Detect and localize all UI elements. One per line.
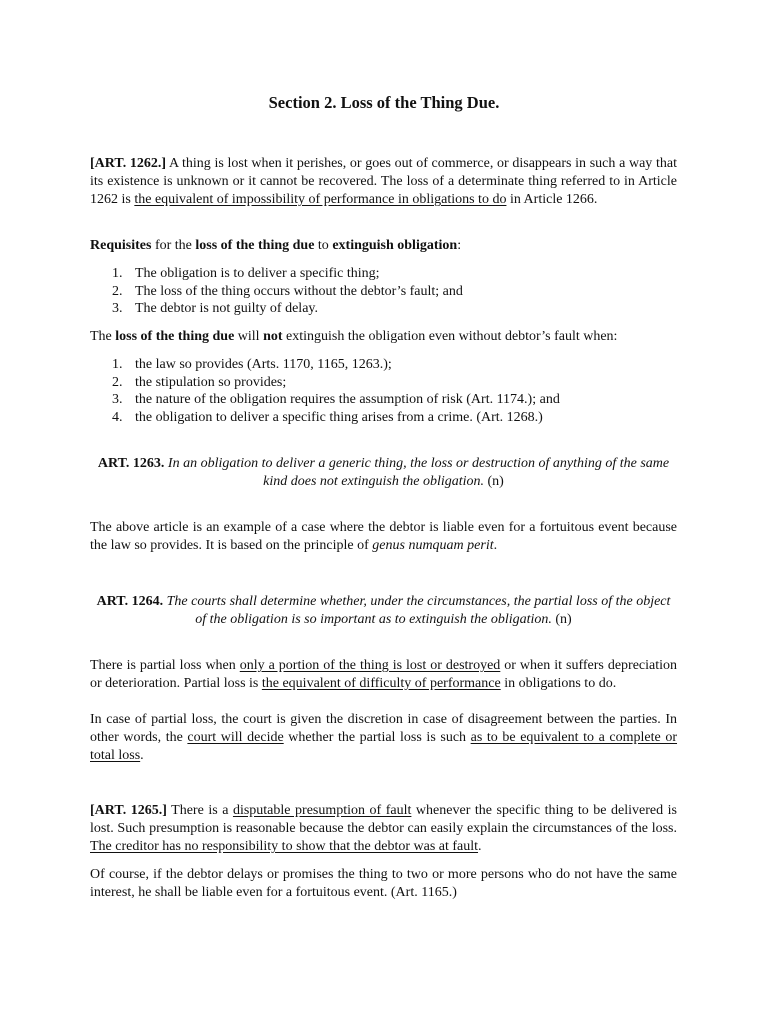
requisites-list (112, 265, 672, 318)
art-1263-label: ART. 1263. (97, 456, 165, 471)
list-number: 1. (112, 357, 123, 372)
art-1262-underline: the equivalent of impossibility of performance in obligations to do (134, 192, 507, 207)
delay-paragraph: Of course, if the debtor delays or promises the thing to two or more persons who do not have the same interest, he shall be liable even for a fortuitous event. (Art. 1165.) (90, 867, 677, 900)
list-item (112, 283, 672, 301)
art-1262-text-end: in Article 1266. (506, 192, 598, 207)
list-text: the law so provides (Arts. 1170, 1165, 1263.); (135, 357, 392, 372)
list-text: the obligation to deliver a specific thing arises from a crime. (Art. 1268.) (135, 409, 543, 425)
art-1262-label: [ART. 1262.] (90, 156, 167, 171)
ne-text-1: The (90, 329, 116, 344)
list-item (112, 300, 672, 318)
list-number: 3. (112, 392, 123, 407)
art-1265-label: [ART. 1265.] (90, 803, 167, 818)
ne-text-2: will (234, 329, 264, 344)
list-number: 1. (112, 266, 123, 281)
art-1263-explanation (90, 519, 677, 555)
list-item (112, 265, 672, 283)
section-title: Section 2. Loss of the Thing Due. (268, 93, 500, 112)
list-text: The obligation is to deliver a specific thing; (135, 266, 380, 281)
disc-underline-1: court will decide (187, 730, 284, 745)
ne-bold-1: loss of the thing due (115, 329, 235, 344)
art-1264-tail: (n) (551, 612, 572, 627)
art-1262-text: A thing is lost when it perishes, or goes out of commerce, or disappears in such a way that its existence is unknown or it cannot be recovered. The loss of a determinate thing referred to in Article 1262 is (90, 156, 677, 207)
list-text: the stipulation so provides; (135, 374, 287, 390)
partial-text-3: in obligations to do. (500, 676, 617, 691)
p1263-text-1: The above article is an example of a case where the debtor is liable even for a fortuitous event because the law so provides. It is based on the principle of (90, 520, 677, 553)
not-extinguish-list (112, 356, 672, 426)
list-item (112, 374, 672, 392)
a1265-text-1: There is a (166, 803, 233, 818)
court-discretion-paragraph (90, 711, 677, 765)
a1265-text-2: whenever the specific thing to be delivered is lost. Such presumption is reasonable because the debtor can easily explain the circumstances of the loss. (90, 803, 677, 836)
list-number: 2. (112, 374, 123, 390)
list-text: The debtor is not guilty of delay. (135, 301, 318, 316)
list-item (112, 356, 672, 374)
a1265-text-3: . (478, 839, 482, 854)
requisites-bold: Requisites (90, 238, 152, 253)
partial-text-2: or when it suffers depreciation or deterioration. Partial loss is (90, 658, 678, 691)
disc-text-3: . (140, 748, 144, 763)
art-1264-italic: The courts shall determine whether, under the circumstances, the partial loss of the object of the obligation is so important as to extinguish the obligation. (163, 594, 671, 627)
partial-underline-1: only a portion of the thing is lost or destroyed (239, 658, 501, 673)
list-item (112, 391, 672, 409)
partial-loss-paragraph (90, 657, 677, 693)
list-number: 3. (112, 301, 123, 316)
partial-underline-2: the equivalent of difficulty of performance (261, 676, 501, 691)
partial-text-1: There is partial loss when (90, 658, 240, 673)
requisites-bold-3: extinguish obligation (332, 238, 458, 253)
list-item (112, 409, 672, 427)
p1263-italic: genus numquam perit (372, 538, 494, 553)
requisites-text-1: for the (151, 238, 196, 253)
ne-text-3: extinguish the obligation even without debtor’s fault when: (282, 329, 618, 344)
a1265-underline-2: The creditor has no responsibility to show that the debtor was at fault (90, 839, 479, 854)
requisites-bold-2: loss of the thing due (195, 238, 315, 253)
ne-bold-2: not (263, 329, 283, 344)
art-1262-paragraph (90, 155, 677, 209)
list-number: 4. (112, 409, 123, 425)
disc-text-1: In case of partial loss, the court is given the discretion in case of disagreement between the parties. In other words, the (90, 712, 677, 745)
disc-text-2: whether the partial loss is such (283, 730, 471, 745)
list-text: The loss of the thing occurs without the debtor’s fault; and (135, 283, 463, 299)
art-1265-paragraph (90, 802, 677, 856)
art-1263-paragraph (90, 455, 677, 491)
list-text: the nature of the obligation requires the assumption of risk (Art. 1174.); and (135, 392, 560, 407)
disc-underline-2: as to be equivalent to a complete or total loss (90, 730, 678, 763)
requisites-text-2: to (314, 238, 333, 253)
p1263-text-2: . (493, 538, 498, 553)
requisites-text-3: : (457, 238, 462, 253)
art-1264-label: ART. 1264. (96, 594, 164, 609)
list-number: 2. (112, 283, 123, 299)
art-1264-paragraph (90, 593, 677, 629)
not-extinguish-heading (90, 328, 677, 346)
art-1263-tail: (n) (484, 474, 504, 489)
requisites-heading (90, 237, 677, 255)
art-1263-italic: In an obligation to deliver a generic thing, the loss or destruction of anything of the same kind does not extinguish the obligation. (164, 456, 670, 489)
a1265-underline-1: disputable presumption of fault (232, 803, 412, 818)
